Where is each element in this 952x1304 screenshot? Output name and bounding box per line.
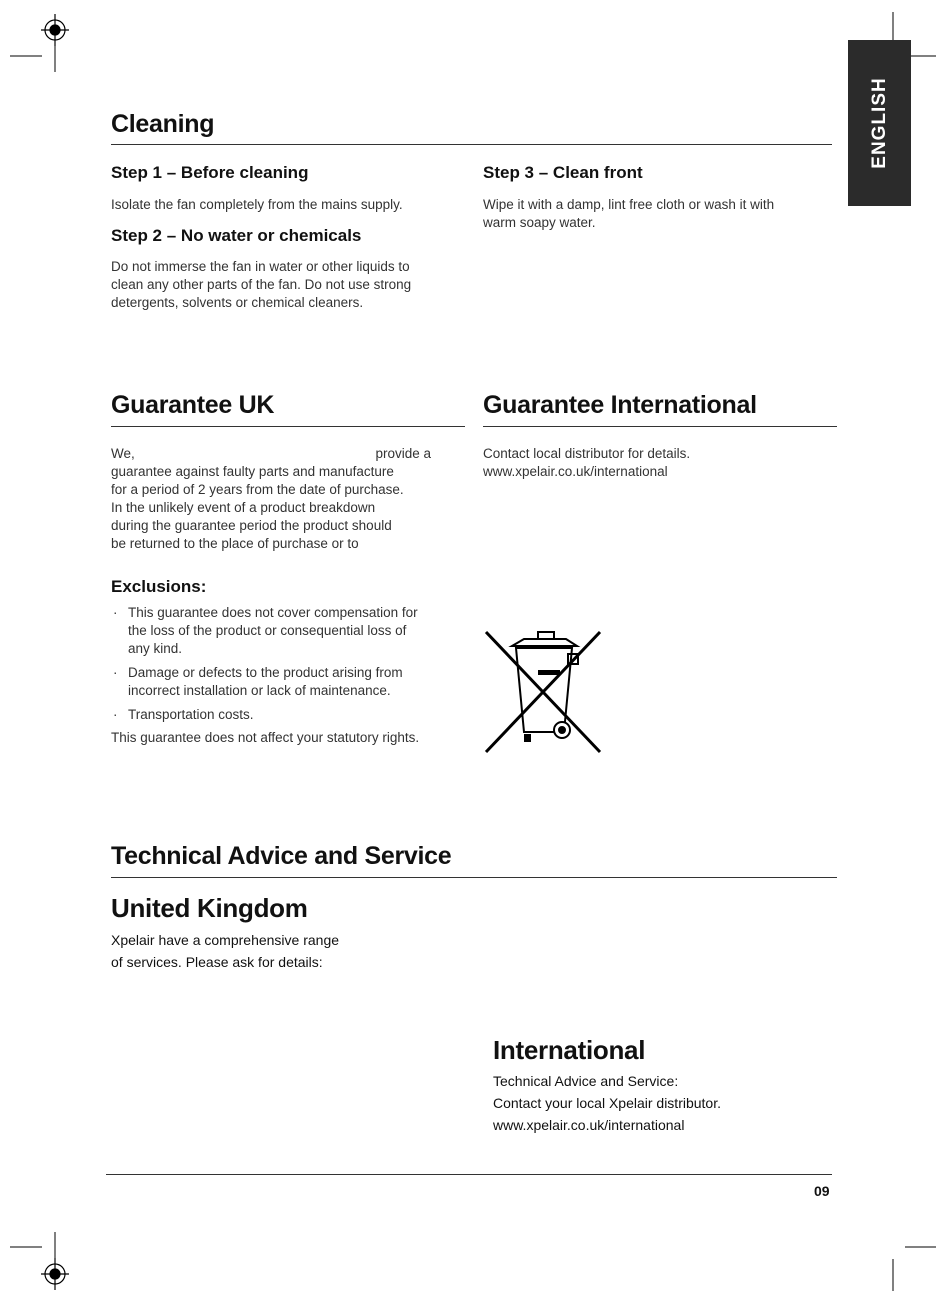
page-number: 09: [814, 1183, 830, 1199]
united-kingdom-title: United Kingdom: [111, 893, 308, 923]
guarantee-line: for a period of 2 years from the date of purchase.: [111, 482, 404, 497]
guarantee-uk-text: [111, 445, 431, 553]
language-tab: [848, 40, 911, 206]
statutory-rights-text: This guarantee does not affect your statutory rights.: [111, 730, 420, 745]
guarantee-line: guarantee against faulty parts and manufacture: [111, 464, 394, 479]
exclusions-heading: Exclusions:: [111, 577, 207, 596]
guarantee-line: provide a: [375, 446, 431, 461]
guarantee-uk-title: Guarantee UK: [111, 391, 275, 419]
language-tab-label: ENGLISH: [868, 77, 890, 169]
list-item: · This guarantee does not cover compensation for the loss of the product or consequential loss of any kind.: [111, 604, 431, 658]
intl-service-url: www.xpelair.co.uk/international: [493, 1117, 685, 1133]
crossed-out-wheelie-bin-icon: [482, 626, 604, 756]
section-divider: [111, 877, 837, 878]
step2-heading: Step 2 – No water or chemicals: [111, 226, 362, 245]
section-divider: [483, 426, 837, 427]
guarantee-international-title: Guarantee International: [483, 391, 757, 419]
intl-service-line: Contact your local Xpelair distributor.: [493, 1095, 721, 1111]
intl-service-line: Technical Advice and Service:: [493, 1073, 679, 1089]
guarantee-international-line: Contact local distributor for details.: [483, 446, 691, 461]
registration-mark-icon: [41, 14, 69, 46]
step1-heading: Step 1 – Before cleaning: [111, 163, 309, 182]
step2-text: Do not immerse the fan in water or other liquids to clean any other parts of the fan. Do not use strong detergents, solvents or chemical cleaners.: [111, 259, 412, 310]
guarantee-international-text: [483, 445, 803, 481]
uk-service-line: of services. Please ask for details:: [111, 954, 323, 970]
technical-advice-title: Technical Advice and Service: [111, 842, 452, 870]
guarantee-line: We,: [111, 446, 135, 461]
cleaning-title: Cleaning: [111, 110, 215, 138]
list-item: · Transportation costs.: [111, 706, 431, 724]
section-divider: [111, 426, 465, 427]
step3-heading: Step 3 – Clean front: [483, 163, 643, 182]
step1-text: Isolate the fan completely from the mains supply.: [111, 197, 403, 212]
guarantee-line: In the unlikely event of a product breakdown: [111, 500, 376, 515]
step3-text: Wipe it with a damp, lint free cloth or wash it with warm soapy water.: [483, 197, 775, 230]
united-kingdom-text: [111, 929, 431, 973]
guarantee-line: be returned to the place of purchase or to: [111, 536, 359, 551]
list-item: · Damage or defects to the product arising from incorrect installation or lack of maintenance.: [111, 664, 431, 700]
international-text: [493, 1070, 823, 1136]
guarantee-line: during the guarantee period the product should: [111, 518, 392, 533]
exclusions-list: [111, 604, 431, 730]
registration-mark-icon: [41, 1258, 69, 1290]
international-title: International: [493, 1035, 646, 1065]
uk-service-line: Xpelair have a comprehensive range: [111, 932, 340, 948]
footer-divider: [106, 1174, 832, 1175]
guarantee-international-url: www.xpelair.co.uk/international: [483, 464, 668, 479]
section-divider: [111, 144, 832, 145]
